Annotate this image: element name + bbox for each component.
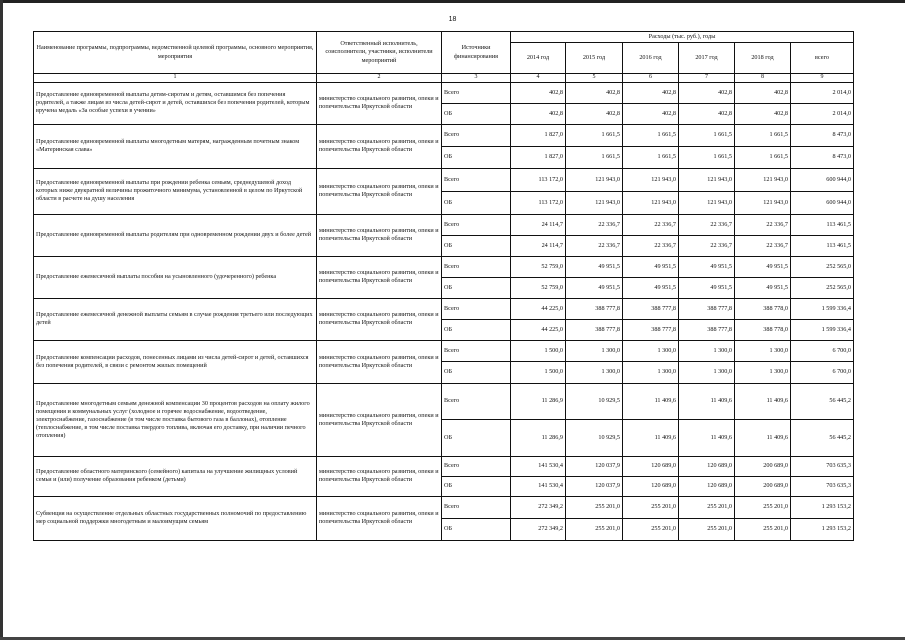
year-value: 22 336,7 [623,214,679,235]
column-number: 9 [791,74,854,83]
funding-source: ОБ [442,235,511,256]
year-value: 113 172,0 [511,191,566,214]
responsible-org: министерство социального развития, опеки и попечительства Иркутской области [317,214,442,256]
year-value: 49 951,5 [679,256,735,277]
responsible-org: министерство социального развития, опеки и попечительства Иркутской области [317,383,442,456]
activity-name: Предоставление компенсации расходов, понесенных лицами из числа детей-сирот и детей, оставшихся без попечения родителей, в связи с ремонтом жилых помещений [34,340,317,383]
column-number: 6 [623,74,679,83]
page-number: 18 [448,16,457,23]
header-year: 2018 год [735,43,791,74]
activity-name: Предоставление единовременной выплаты многодетным матерям, награжденным почетным знаком «Материнская слава» [34,124,317,168]
year-value: 1 300,0 [623,361,679,383]
table-row [34,456,854,476]
activity-name: Предоставление многодетным семьям денежной компенсации 30 процентов расходов на оплату жилого помещения и коммунальных услуг (холодное и горячее водоснабжение, водоотведение, электроснабжение, газоснабжение (в том числе поставка бытового газа в баллонах), отопление (теплоснабжение, в том числе поставка твердого топлива, включая его доставку, при наличии печного отопления) [34,383,317,456]
column-number: 1 [34,74,317,83]
year-value: 1 661,5 [623,146,679,168]
year-value: 1 661,5 [679,124,735,146]
year-value: 388 777,8 [566,319,623,340]
funding-source: ОБ [442,476,511,496]
year-value: 121 943,0 [735,191,791,214]
funding-source: ОБ [442,518,511,540]
year-value: 1 300,0 [566,361,623,383]
year-value: 121 943,0 [623,168,679,191]
column-number: 8 [735,74,791,83]
year-value: 388 777,8 [623,319,679,340]
year-value: 24 114,7 [511,214,566,235]
total-value: 56 445,2 [791,383,854,419]
header-source: Источники финансирования [442,32,511,74]
table-body [34,82,854,540]
year-value: 22 336,7 [735,235,791,256]
funding-source: ОБ [442,277,511,298]
total-value: 56 445,2 [791,419,854,456]
activity-name: Предоставление единовременной выплаты родителям при одновременном рождении двух и более детей [34,214,317,256]
scan-border-top [0,0,905,3]
total-value: 600 944,0 [791,191,854,214]
year-value: 255 201,0 [623,518,679,540]
responsible-org: министерство социального развития, опеки и попечительства Иркутской области [317,82,442,124]
header-total: всего [791,43,854,74]
year-value: 255 201,0 [566,496,623,518]
funding-source: ОБ [442,361,511,383]
year-value: 388 778,0 [735,298,791,319]
year-value: 272 349,2 [511,496,566,518]
year-value: 11 409,6 [623,419,679,456]
year-value: 1 661,5 [566,146,623,168]
responsible-org: министерство социального развития, опеки и попечительства Иркутской области [317,496,442,540]
column-number: 3 [442,74,511,83]
column-number: 7 [679,74,735,83]
year-value: 1 661,5 [566,124,623,146]
year-value: 255 201,0 [623,496,679,518]
table-row [34,496,854,518]
year-value: 49 951,5 [623,256,679,277]
year-value: 1 661,5 [623,124,679,146]
year-value: 255 201,0 [679,496,735,518]
total-value: 2 014,0 [791,103,854,124]
funding-source: Всего [442,256,511,277]
year-value: 121 943,0 [623,191,679,214]
year-value: 388 777,8 [566,298,623,319]
activity-name: Субвенция на осуществление отдельных областных государственных полномочий по предоставлению мер социальной поддержки многодетным и малоимущим семьям [34,496,317,540]
scan-border-left [0,0,3,640]
header-year: 2015 год [566,43,623,74]
total-value: 113 461,5 [791,214,854,235]
year-value: 11 409,6 [735,383,791,419]
activity-name: Предоставление единовременной выплаты при рождении ребенка семьям, среднедушевой доход которых ниже двукратной величины прожиточного минимума, установленной в целом по Иркутской области в расчете на душу населения [34,168,317,214]
year-value: 1 300,0 [679,340,735,361]
year-value: 1 661,5 [735,124,791,146]
responsible-org: министерство социального развития, опеки и попечительства Иркутской области [317,298,442,340]
total-value: 113 461,5 [791,235,854,256]
year-value: 1 300,0 [735,361,791,383]
year-value: 402,8 [623,103,679,124]
year-value: 120 037,9 [566,476,623,496]
year-value: 272 349,2 [511,518,566,540]
total-value: 1 293 153,2 [791,518,854,540]
responsible-org: министерство социального развития, опеки и попечительства Иркутской области [317,168,442,214]
year-value: 402,8 [679,103,735,124]
total-value: 6 700,0 [791,340,854,361]
funding-source: ОБ [442,319,511,340]
year-value: 141 530,4 [511,476,566,496]
year-value: 1 300,0 [679,361,735,383]
year-value: 49 951,5 [735,256,791,277]
year-value: 1 500,0 [511,340,566,361]
year-value: 121 943,0 [679,191,735,214]
year-value: 255 201,0 [679,518,735,540]
year-value: 121 943,0 [735,168,791,191]
year-value: 11 409,6 [735,419,791,456]
year-value: 402,8 [566,103,623,124]
funding-source: ОБ [442,146,511,168]
table-row [34,383,854,419]
funding-source: Всего [442,124,511,146]
activity-name: Предоставление ежемесячной выплаты пособия на усыновленного (удочеренного) ребенка [34,256,317,298]
table-row [34,168,854,191]
table-row [34,214,854,235]
funding-source: Всего [442,214,511,235]
funding-source: Всего [442,82,511,103]
year-value: 388 777,8 [679,298,735,319]
year-value: 1 300,0 [623,340,679,361]
total-value: 6 700,0 [791,361,854,383]
year-value: 388 777,8 [623,298,679,319]
year-value: 1 661,5 [679,146,735,168]
year-value: 11 409,6 [679,383,735,419]
funding-source: Всего [442,168,511,191]
year-value: 120 689,0 [623,456,679,476]
funding-source: ОБ [442,103,511,124]
table-row [34,124,854,146]
header-year: 2017 год [679,43,735,74]
year-value: 402,8 [623,82,679,103]
total-value: 1 599 336,4 [791,319,854,340]
total-value: 252 565,0 [791,256,854,277]
year-value: 113 172,0 [511,168,566,191]
year-value: 200 689,0 [735,476,791,496]
year-value: 52 759,0 [511,256,566,277]
header-year: 2014 год [511,43,566,74]
year-value: 44 225,0 [511,319,566,340]
year-value: 121 943,0 [566,168,623,191]
year-value: 402,8 [511,103,566,124]
total-value: 703 635,3 [791,476,854,496]
year-value: 402,8 [566,82,623,103]
year-value: 49 951,5 [623,277,679,298]
year-value: 24 114,7 [511,235,566,256]
year-value: 11 409,6 [679,419,735,456]
total-value: 1 293 153,2 [791,496,854,518]
budget-table [33,31,854,541]
responsible-org: министерство социального развития, опеки и попечительства Иркутской области [317,256,442,298]
column-number: 5 [566,74,623,83]
total-value: 600 944,0 [791,168,854,191]
total-value: 8 473,0 [791,146,854,168]
total-value: 703 635,3 [791,456,854,476]
year-value: 44 225,0 [511,298,566,319]
year-value: 22 336,7 [679,214,735,235]
column-number: 2 [317,74,442,83]
funding-source: Всего [442,340,511,361]
year-value: 49 951,5 [566,256,623,277]
year-value: 22 336,7 [735,214,791,235]
year-value: 22 336,7 [566,214,623,235]
table-row [34,298,854,319]
responsible-org: министерство социального развития, опеки и попечительства Иркутской области [317,456,442,496]
total-value: 252 565,0 [791,277,854,298]
year-value: 388 778,0 [735,319,791,340]
year-value: 388 777,8 [679,319,735,340]
year-value: 402,8 [511,82,566,103]
year-value: 10 929,5 [566,383,623,419]
year-value: 1 300,0 [735,340,791,361]
funding-source: Всего [442,456,511,476]
year-value: 402,8 [735,103,791,124]
year-value: 402,8 [679,82,735,103]
responsible-org: министерство социального развития, опеки и попечительства Иркутской области [317,124,442,168]
year-value: 121 943,0 [679,168,735,191]
year-value: 402,8 [735,82,791,103]
year-value: 22 336,7 [566,235,623,256]
activity-name: Предоставление областного материнского (семейного) капитала на улучшение жилищных условий семьи и (или) получение образования ребенком (детьми) [34,456,317,496]
funding-source: Всего [442,496,511,518]
year-value: 11 409,6 [623,383,679,419]
table-row [34,340,854,361]
year-value: 11 286,9 [511,419,566,456]
year-value: 120 689,0 [679,476,735,496]
header-expenses: Расходы (тыс. руб.), годы [511,32,854,43]
year-value: 120 037,9 [566,456,623,476]
year-value: 255 201,0 [735,518,791,540]
total-value: 8 473,0 [791,124,854,146]
funding-source: ОБ [442,419,511,456]
year-value: 22 336,7 [679,235,735,256]
funding-source: Всего [442,383,511,419]
column-number: 4 [511,74,566,83]
year-value: 49 951,5 [679,277,735,298]
year-value: 10 929,5 [566,419,623,456]
year-value: 1 827,0 [511,124,566,146]
table-row [34,82,854,103]
year-value: 120 689,0 [679,456,735,476]
year-value: 255 201,0 [735,496,791,518]
year-value: 141 530,4 [511,456,566,476]
funding-source: Всего [442,298,511,319]
total-value: 1 599 336,4 [791,298,854,319]
year-value: 200 689,0 [735,456,791,476]
year-value: 22 336,7 [623,235,679,256]
header-name: Наименование программы, подпрограммы, ведомственной целевой программы, основного мероприятия, мероприятия [34,32,317,74]
year-value: 255 201,0 [566,518,623,540]
total-value: 2 014,0 [791,82,854,103]
responsible-org: министерство социального развития, опеки и попечительства Иркутской области [317,340,442,383]
activity-name: Предоставление единовременной выплаты детям-сиротам и детям, оставшимся без попечения родителей, а также лицам из числа детей-сирот и детей, оставшихся без попечения родителей, которым вручена медаль «За особые успехи в учении» [34,82,317,124]
activity-name: Предоставление ежемесячной денежной выплаты семьям в случае рождения третьего или последующих детей [34,298,317,340]
table-row [34,256,854,277]
year-value: 11 286,9 [511,383,566,419]
header-year: 2016 год [623,43,679,74]
year-value: 121 943,0 [566,191,623,214]
year-value: 49 951,5 [735,277,791,298]
year-value: 52 759,0 [511,277,566,298]
year-value: 1 661,5 [735,146,791,168]
funding-source: ОБ [442,191,511,214]
year-value: 1 300,0 [566,340,623,361]
year-value: 120 689,0 [623,476,679,496]
year-value: 49 951,5 [566,277,623,298]
year-value: 1 500,0 [511,361,566,383]
year-value: 1 827,0 [511,146,566,168]
header-org: Ответственный исполнитель, соисполнители, участники, исполнители мероприятий [317,32,442,74]
